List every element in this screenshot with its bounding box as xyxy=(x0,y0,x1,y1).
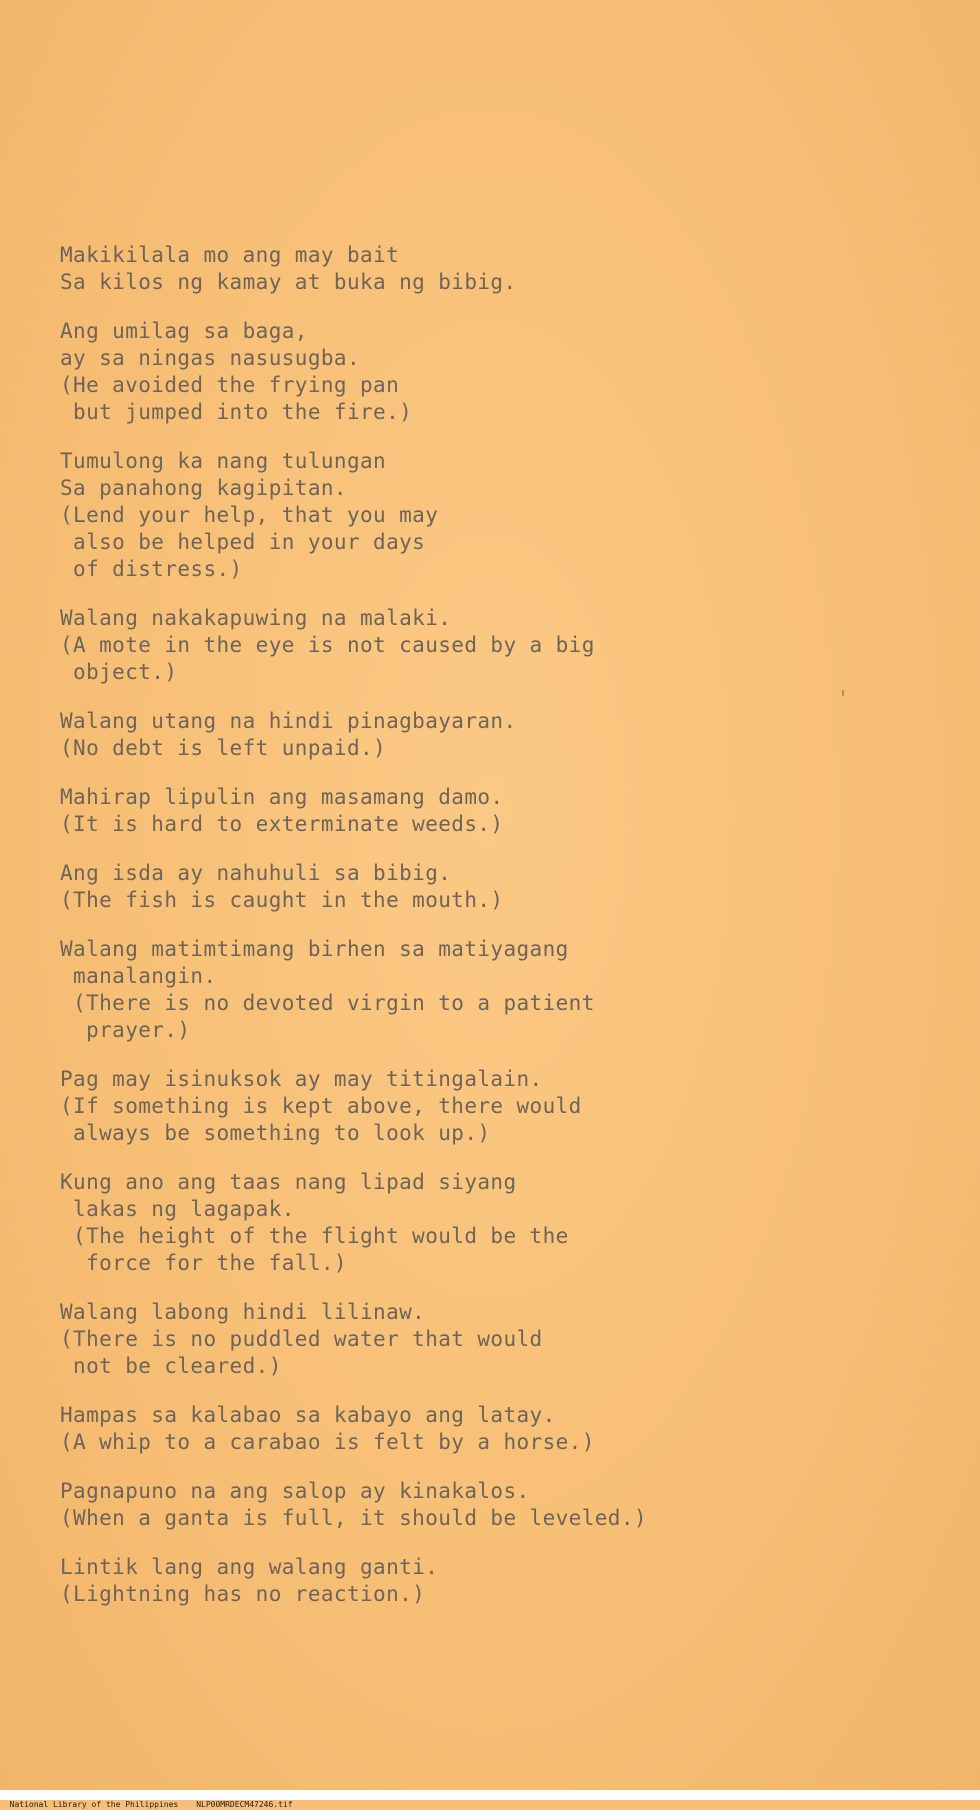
proverb-line: Sa kilos ng kamay at buka ng bibig. xyxy=(60,270,517,294)
translation-line: force for the fall.) xyxy=(60,1251,347,1275)
proverb-line: lakas ng lagapak. xyxy=(60,1197,295,1221)
proverb-block xyxy=(60,1402,960,1456)
proverb-line: Mahirap lipulin ang masamang damo. xyxy=(60,785,504,809)
proverb-block xyxy=(60,936,960,1044)
library-credit: National Library of the Philippines xyxy=(9,1800,179,1809)
proverb-block xyxy=(60,448,960,583)
translation-line: (Lightning has no reaction.) xyxy=(60,1582,426,1606)
translation-line: (There is no devoted virgin to a patient xyxy=(60,991,595,1015)
proverb-block xyxy=(60,784,960,838)
proverb-block xyxy=(60,605,960,686)
proverb-line: Walang nakakapuwing na malaki. xyxy=(60,606,452,630)
proverb-line: Tumulong ka nang tulungan xyxy=(60,449,387,473)
translation-line: (It is hard to exterminate weeds.) xyxy=(60,812,504,836)
translation-line: (He avoided the frying pan xyxy=(60,373,400,397)
translation-line: not be cleared.) xyxy=(60,1354,282,1378)
proverb-line: Walang labong hindi lilinaw. xyxy=(60,1300,426,1324)
proverb-line: Makikilala mo ang may bait xyxy=(60,243,400,267)
proverb-line: ay sa ningas nasusugba. xyxy=(60,346,360,370)
translation-line: of distress.) xyxy=(60,557,243,581)
proverb-block xyxy=(60,1066,960,1147)
translation-line: (A mote in the eye is not caused by a big xyxy=(60,633,595,657)
proverb-line: Kung ano ang taas nang lipad siyang xyxy=(60,1170,517,1194)
translation-line: (The height of the flight would be the xyxy=(60,1224,569,1248)
translation-line: (If something is kept above, there would xyxy=(60,1094,582,1118)
proverb-line: manalangin. xyxy=(60,964,217,988)
proverb-block xyxy=(60,860,960,914)
proverb-line: Ang isda ay nahuhuli sa bibig. xyxy=(60,861,452,885)
proverb-line: Pagnapuno na ang salop ay kinakalos. xyxy=(60,1479,530,1503)
proverb-block xyxy=(60,1554,960,1608)
translation-line: (The fish is caught in the mouth.) xyxy=(60,888,504,912)
proverb-line: Pag may isinuksok ay may titingalain. xyxy=(60,1067,543,1091)
proverb-line: Hampas sa kalabao sa kabayo ang latay. xyxy=(60,1403,556,1427)
file-name: NLP00MRDECM47246.tif xyxy=(196,1800,293,1809)
proverb-block xyxy=(60,242,960,296)
proverb-line: Ang umilag sa baga, xyxy=(60,319,308,343)
proverb-line: Sa panahong kagipitan. xyxy=(60,476,347,500)
translation-line: (No debt is left unpaid.) xyxy=(60,736,387,760)
translation-line: object.) xyxy=(60,660,178,684)
translation-line: prayer.) xyxy=(60,1018,191,1042)
translation-line: (Lend your help, that you may xyxy=(60,503,439,527)
translation-line: but jumped into the fire.) xyxy=(60,400,413,424)
translation-line: (There is no puddled water that would xyxy=(60,1327,543,1351)
proverb-block xyxy=(60,318,960,426)
translation-line: (When a ganta is full, it should be leveled.) xyxy=(60,1506,647,1530)
translation-line: always be something to look up.) xyxy=(60,1121,491,1145)
proverb-block xyxy=(60,708,960,762)
proverb-block xyxy=(60,1478,960,1532)
proverb-line: Walang utang na hindi pinagbayaran. xyxy=(60,709,517,733)
proverb-line: Lintik lang ang walang ganti. xyxy=(60,1555,439,1579)
proverb-block xyxy=(60,1169,960,1277)
archive-footer xyxy=(0,1790,980,1809)
proverb-line: Walang matimtimang birhen sa matiyagang xyxy=(60,937,569,961)
translation-line: (A whip to a carabao is felt by a horse.) xyxy=(60,1430,595,1454)
proverb-block xyxy=(60,1299,960,1380)
typewritten-page xyxy=(60,242,960,1630)
translation-line: also be helped in your days xyxy=(60,530,426,554)
